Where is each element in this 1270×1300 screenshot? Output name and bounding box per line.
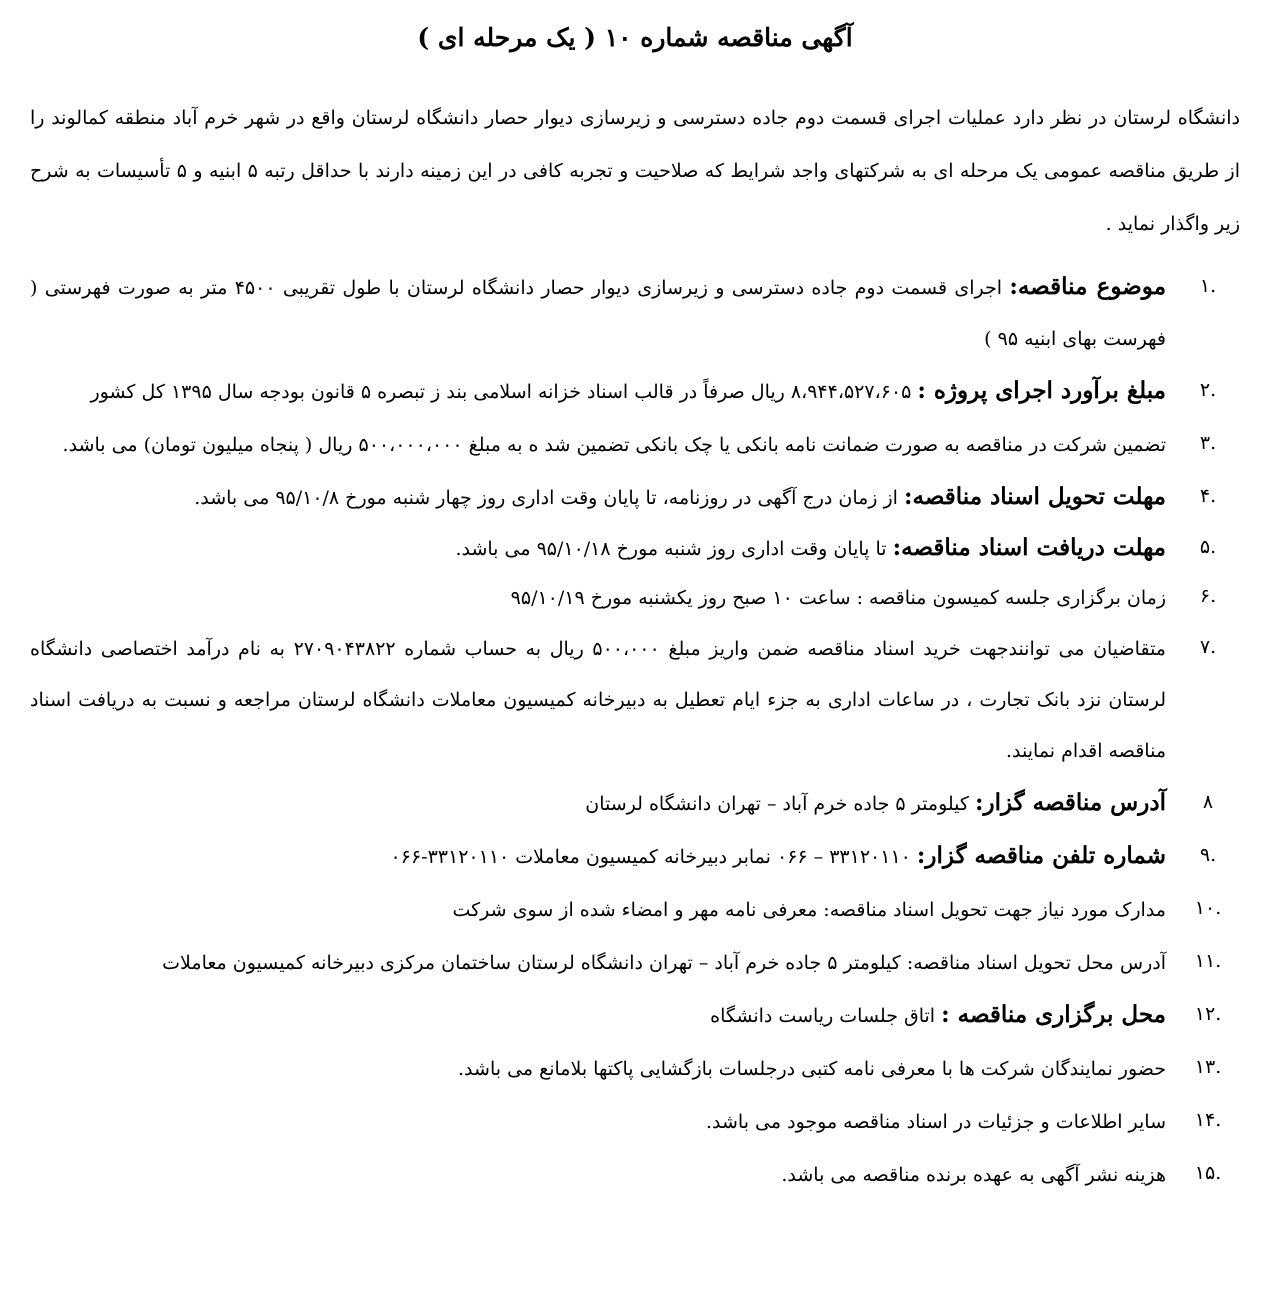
item-label: مهلت تحویل اسناد مناقصه:	[904, 483, 1166, 510]
list-item	[30, 471, 1240, 524]
item-label: مهلت دریافت اسناد مناقصه:	[892, 534, 1166, 561]
list-item	[30, 261, 1240, 365]
item-text: آدرس محل تحویل اسناد مناقصه: کیلومتر ۵ جاده خرم آباد – تهران دانشگاه لرستان ساختمان مرکزی دبیرخانه کمیسیون معاملات	[162, 952, 1166, 974]
list-item	[30, 1148, 1240, 1201]
item-text: از زمان درج آگهی در روزنامه، تا پایان وقت اداری روز چهار شنبه مورخ ۹۵/۱۰/۸ می باشد.	[194, 487, 905, 509]
item-text: سایر اطلاعات و جزئیات در اسناد مناقصه موجود می باشد.	[706, 1111, 1166, 1133]
list-item	[30, 936, 1240, 989]
list-item	[30, 1095, 1240, 1148]
item-number: .۶	[1199, 585, 1217, 607]
list-item	[30, 524, 1240, 573]
item-text: زمان برگزاری جلسه کمیسون مناقصه : ساعت ۱۰ صبح روز یکشنبه مورخ ۹۵/۱۰/۱۹	[510, 587, 1166, 609]
item-text: کیلومتر ۵ جاده خرم آباد – تهران دانشگاه لرستان	[585, 793, 975, 815]
item-text: متقاضیان می توانندجهت خرید اسناد مناقصه ضمن واریز مبلغ ۵۰۰،۰۰۰ ریال به حساب شماره ۲۷۰۹۰۴۳۸۲۲ به نام درآمد اختصاصی دانشگاه لرستان نزد بانک تجارت ، در ساعات اداری به جزء ایام تعطیل به دبیرخانه کمیسیون معاملات دانشگاه لرستان مراجعه و نسبت به دریافت اسناد مناقصه اقدام نمایند.	[30, 638, 1166, 762]
list-item	[30, 1042, 1240, 1095]
item-text: ۸،۹۴۴،۵۲۷،۶۰۵ ریال صرفاً در قالب اسناد خزانه اسلامی بند ز تبصره ۵ قانون بودجه سال ۱۳۹۵ کل کشور	[90, 381, 918, 403]
item-number: .۱۰	[1194, 897, 1222, 919]
item-text: حضور نمایندگان شرکت ها با معرفی نامه کتبی درجلسات بازگشایی پاکتها بلامانع می باشد.	[458, 1058, 1166, 1080]
list-item	[30, 989, 1240, 1042]
list-item	[30, 573, 1240, 622]
list-item	[30, 418, 1240, 471]
item-text: اجرای قسمت دوم جاده دسترسی و زیرسازی دیوار حصار دانشگاه لرستان با طول تقریبی ۴۵۰۰ متر به صورت فهرستی ( فهرست بهای ابنیه ۹۵ )	[30, 277, 1166, 350]
item-number: .۱۵	[1194, 1162, 1222, 1184]
item-number: ۸	[1202, 791, 1214, 813]
list-item	[30, 830, 1240, 883]
document-title: آگهی مناقصه شماره ۱۰ ( یک مرحله ای )	[417, 23, 853, 52]
conditions-list	[30, 261, 1240, 1201]
list-item	[30, 883, 1240, 936]
list-item	[30, 365, 1240, 418]
item-number: .۷	[1199, 636, 1217, 658]
list-item	[30, 622, 1240, 777]
item-text: مدارک مورد نیاز جهت تحویل اسناد مناقصه: معرفی نامه مهر و امضاء شده از سوی شرکت	[452, 899, 1166, 921]
list-item	[30, 777, 1240, 830]
item-text: تا پایان وقت اداری روز شنبه مورخ ۹۵/۱۰/۱۸ می باشد.	[455, 538, 893, 560]
item-label: موضوع مناقصه:	[1009, 273, 1167, 300]
item-label: شماره تلفن مناقصه گزار:	[916, 842, 1166, 869]
item-text: هزینه نشر آگهی به عهده برنده مناقصه می باشد.	[781, 1164, 1166, 1186]
item-number: .۴	[1199, 485, 1217, 507]
intro-paragraph: دانشگاه لرستان در نظر دارد عملیات اجرای قسمت دوم جاده دسترسی و زیرسازی دیوار حصار دانشگاه لرستان واقع در شهر خرم آباد منطقه کمالوند را از طریق مناقصه عمومی یک مرحله ای به شرکتهای واجد شرایط که صلاحیت و تجربه کافی در این زمینه دارند با حداقل رتبه ۵ ابنیه و ۵ تأسیسات به شرح زیر واگذار نماید .	[30, 107, 1240, 235]
item-number: .۳	[1199, 432, 1217, 454]
item-number: .۱۲	[1194, 1003, 1222, 1025]
item-number: .۵	[1199, 536, 1217, 558]
item-label: مبلغ برآورد اجرای پروژه :	[917, 377, 1166, 404]
item-text: اتاق جلسات ریاست دانشگاه	[710, 1005, 942, 1027]
item-number: .۱۳	[1194, 1056, 1222, 1078]
item-number: .۹	[1199, 844, 1217, 866]
item-label: محل برگزاری مناقصه :	[941, 1001, 1166, 1028]
item-number: .۱۱	[1194, 950, 1222, 972]
item-number: .۱	[1199, 275, 1217, 297]
item-text: ۳۳۱۲۰۱۱۰ – ۰۶۶ نمابر دبیرخانه کمیسیون معاملات ۳۳۱۲۰۱۱۰-۰۶۶	[390, 846, 917, 868]
item-label: آدرس مناقصه گزار:	[975, 789, 1166, 816]
item-number: .۲	[1199, 379, 1217, 401]
item-text: تضمین شرکت در مناقصه به صورت ضمانت نامه بانکی یا چک بانکی تضمین شد ه به مبلغ ۵۰۰،۰۰۰،۰۰۰ ریال ( پنجاه میلیون تومان) می باشد.	[62, 434, 1166, 456]
item-number: .۱۴	[1194, 1109, 1222, 1131]
